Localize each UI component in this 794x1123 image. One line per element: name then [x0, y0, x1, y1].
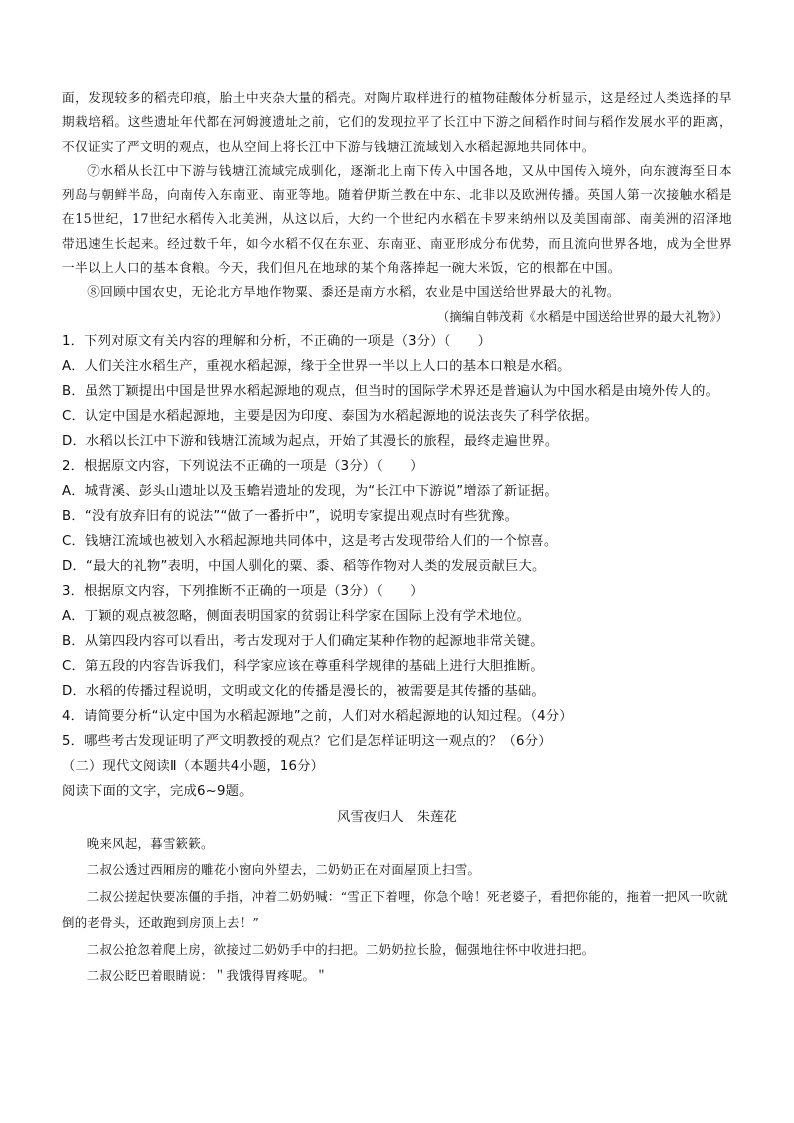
- story-line-2: 二叔公透过西厢房的雕花小窗向外望去，二奶奶正在对面屋顶上扫雪。: [86, 862, 481, 878]
- question-1-option-c: C．认定中国是水稻起源地，主要是因为印度、泰国为水稻起源地的说法丧失了科学依据。: [62, 408, 598, 424]
- question-list: [62, 329, 732, 804]
- question-3-option-a: A．丁颖的观点被忽略，侧面表明国家的贫弱让科学家在国际上没有学术地位。: [62, 608, 531, 624]
- story-line-3: 二叔公搓起快要冻僵的手指，冲着二奶奶喊：“雪正下着哩，你急个啥！死老婆子，看把你能的，拖着一把风一吹就倒的老骨头，还敢跑到房顶上去！”: [62, 888, 728, 931]
- question-2-option-a: A．城背溪、彭头山遗址以及玉蟾岩遗址的发现，为“长江中下游说”增添了新证据。: [62, 483, 558, 499]
- story-title: 风雪夜归人 朱莲花: [337, 809, 457, 825]
- question-2-option-b: B．“没有放弃旧有的说法”“做了一番折中”，说明专家提出观点时有些犹豫。: [62, 508, 519, 524]
- question-1-option-d: D．水稻以长江中下游和钱塘江流域为起点，开始了其漫长的旅程，最终走遍世界。: [62, 433, 559, 449]
- question-3-option-b: B．从第四段内容可以看出，考古发现对于人们确定某种作物的起源地非常关键。: [62, 633, 544, 649]
- question-3-stem: 3．根据原文内容，下列推断不正确的一项是（3分）（ ）: [62, 583, 424, 599]
- question-4: 4．请简要分析“认定中国为水稻起源地”之前，人们对水稻起源地的认知过程。（4分）: [62, 708, 573, 724]
- story-line-1: 晚来风起，暮雪簌簌。: [86, 835, 214, 851]
- question-3-option-c: C．第五段的内容告诉我们，科学家应该在尊重科学规律的基础上进行大胆推断。: [62, 658, 544, 674]
- question-1-stem: 1．下列对原文有关内容的理解和分析，不正确的一项是（3分）（ ）: [62, 333, 492, 349]
- section-2-heading: （二）现代文阅读Ⅱ（本题共4小题，16分）: [62, 758, 325, 774]
- passage-excerpt: [62, 86, 732, 305]
- question-1-option-a: A．人们关注水稻生产，重视水稻起源，缘于全世界一半以上人口的基本口粮是水稻。: [62, 358, 571, 374]
- story-line-4: 二叔公抢忽着爬上房，欲接过二奶奶手中的扫把。二奶奶拉长脸，倔强地往怀中收进扫把。: [86, 941, 595, 957]
- passage-paragraph-8: ⑧回顾中国农史，无论北方旱地作物粟、黍还是南方水稻，农业是中国送给世界最大的礼物。: [87, 284, 620, 300]
- story-line-5: 二叔公眨巴着眼睛说：＂我饿得胃疼呢。＂: [86, 968, 328, 984]
- question-2-option-d: D．“最大的礼物”表明，中国人驯化的粟、黍、稻等作物对人类的发展贡献巨大。: [62, 558, 546, 574]
- passage-paragraph-continued: 面，发现较多的稻壳印痕，胎土中夹杂大量的稻壳。对陶片取样进行的植物硅酸体分析显示，这是经过人类选择的早期栽培稻。这些遗址年代都在河姆渡遗址之前，它们的发现拉平了长江中下游之间稻作时间与稻作发展水平的距离，不仅证实了严文明的观点，也从空间上将长江中下游与钱塘江流域划入水稻起源地共同体中。: [62, 90, 732, 154]
- question-2-option-c: C．钱塘江流域也被划入水稻起源地共同体中，这是考古发现带给人们的一个惊喜。: [62, 533, 558, 549]
- section-2-instruction: 阅读下面的文字，完成6~9题。: [62, 783, 253, 799]
- question-3-option-d: D．水稻的传播过程说明，文明或文化的传播是漫长的，被需要是其传播的基础。: [62, 683, 545, 699]
- passage-paragraph-7: ⑦水稻从长江中下游与钱塘江流域完成驯化，逐渐北上南下传入中国各地，又从中国传入境外，向东渡海至日本列岛与朝鲜半岛，向南传入东南亚、南亚等地。随着伊斯兰教在中东、北非以及欧洲传播。英国人第一次接触水稻是在15世纪，17世纪水稻传入北美洲，从这以后，大约一个世纪内水稻在卡罗来纳州以及美国南部、南美洲的沼泽地带迅速生长起来。经过数千年，如今水稻不仅在东亚、东南亚、南亚形成分布优势，而且流向世界各地，成为全世界一半以上人口的基本食粮。今天，我们但凡在地球的某个角落捧起一碗大米饭，它的根都在中国。: [62, 162, 732, 276]
- story-body: [62, 831, 732, 990]
- question-2-stem: 2．根据原文内容，下列说法不正确的一项是（3分）（ ）: [62, 458, 424, 474]
- question-1-option-b: B．虽然丁颖提出中国是世界水稻起源地的观点，但当时的国际学术界还是普遍认为中国水稻是由境外传人的。: [62, 383, 720, 399]
- document-page: [62, 86, 732, 990]
- passage-source: （摘编自韩茂莉《水稻是中国送给世界的最大礼物》）: [436, 308, 728, 324]
- question-5: 5．哪些考古发现证明了严文明教授的观点？它们是怎样证明这一观点的？（6分）: [62, 733, 552, 749]
